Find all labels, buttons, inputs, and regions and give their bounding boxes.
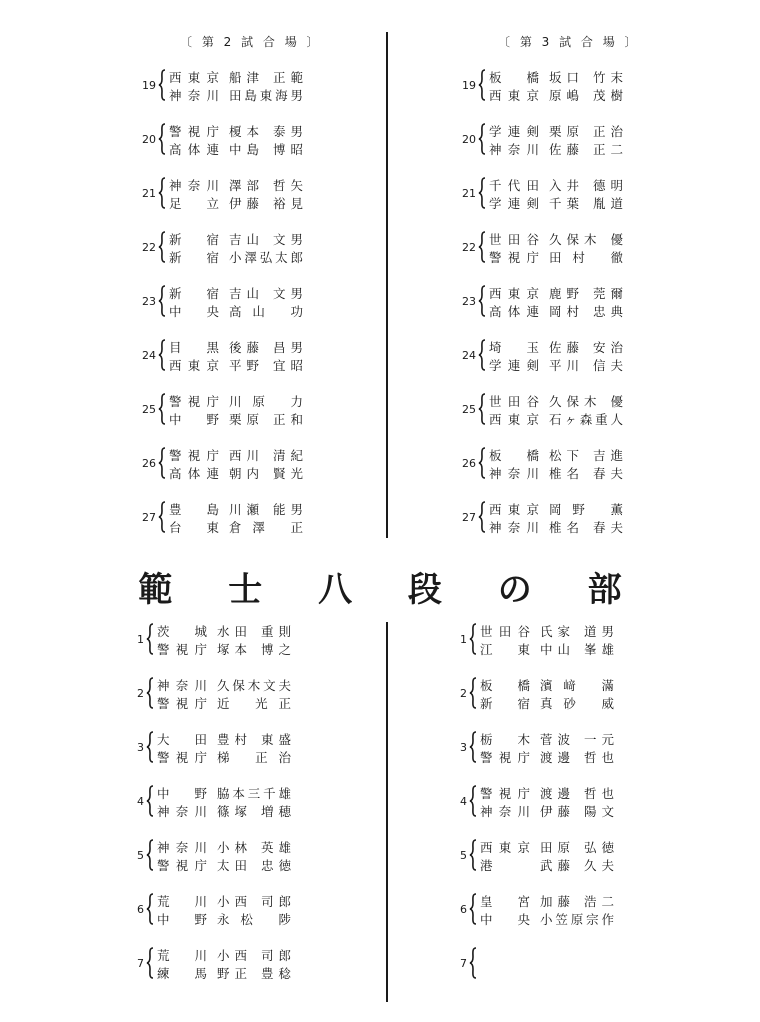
competitor-prefecture: 警視庁 (480, 750, 530, 765)
competitor-row (157, 911, 291, 928)
competitor-row (489, 501, 623, 518)
bout-number: 3 (460, 741, 467, 754)
competitor-prefecture: 栃 木 (480, 732, 530, 747)
competitor-name: 塚本 博之 (217, 642, 291, 657)
competitor-prefecture: 目 黒 (169, 340, 219, 355)
competitor-row (489, 285, 623, 302)
bout-entry (124, 839, 364, 875)
competitor-name: 豊村 東盛 (217, 732, 291, 747)
competitor-row (480, 947, 614, 964)
competitor-prefecture: 世田谷 (489, 394, 539, 409)
competitor-prefecture: 高体連 (169, 142, 219, 157)
competitor-row (169, 249, 303, 266)
competitor-row (169, 447, 303, 464)
bout-entry (136, 177, 376, 213)
competitor-row (480, 803, 614, 820)
competitor-prefecture: 世田谷 (480, 624, 530, 639)
competitor-name: 伊藤 裕見 (229, 196, 303, 211)
competitor-name: 椎名 春夫 (549, 520, 623, 535)
competitor-prefecture: 学連剣 (489, 124, 539, 139)
competitor-prefecture: 警視庁 (157, 858, 207, 873)
competitor-row (489, 249, 623, 266)
competitor-row (157, 623, 291, 640)
brace-icon (146, 731, 154, 763)
bout-entry (136, 231, 376, 267)
competitor-prefecture: 練 馬 (157, 966, 207, 981)
competitor-row (169, 195, 303, 212)
competitor-name: 太田 忠徳 (217, 858, 291, 873)
bout-entry (447, 893, 687, 929)
competitor-row (169, 465, 303, 482)
brace-icon (469, 893, 477, 925)
competitor-name: 椎名 春夫 (549, 466, 623, 481)
competitor-name: 田島東海男 (229, 88, 303, 103)
bout-entry (456, 339, 696, 375)
competitor-row (480, 839, 614, 856)
brace-icon (146, 893, 154, 925)
section-title: 範 士 八 段 の 部 (138, 570, 644, 610)
competitor-prefecture: 千代田 (489, 178, 539, 193)
competitor-prefecture: 中 野 (157, 912, 207, 927)
competitor-row (480, 677, 614, 694)
competitor-name: 千葉 胤道 (549, 196, 623, 211)
competitor-row (169, 339, 303, 356)
bout-number: 6 (137, 903, 144, 916)
bout-number: 19 (462, 79, 476, 92)
competitor-row (169, 285, 303, 302)
competitor-row (489, 447, 623, 464)
competitor-name: 中島 博昭 (229, 142, 303, 157)
competitor-row (157, 749, 291, 766)
competitor-prefecture: 中 央 (480, 912, 530, 927)
bout-number: 5 (137, 849, 144, 862)
competitor-name: 伊藤 陽文 (540, 804, 614, 819)
competitor-row (169, 231, 303, 248)
bout-number: 7 (460, 957, 467, 970)
competitor-name: 佐藤 安治 (549, 340, 623, 355)
brace-icon (469, 731, 477, 763)
competitor-row (480, 911, 614, 928)
bout-number: 5 (460, 849, 467, 862)
competitor-prefecture: 荒 川 (157, 948, 207, 963)
bout-entry (456, 69, 696, 105)
competitor-prefecture: 西東京 (489, 502, 539, 517)
competitor-prefecture: 西東京 (169, 358, 219, 373)
bout-entry (124, 893, 364, 929)
competitor-prefecture: 警視庁 (489, 250, 539, 265)
competitor-prefecture: 神奈川 (480, 804, 530, 819)
brace-icon (146, 623, 154, 655)
competitor-name: 小林 英雄 (217, 840, 291, 855)
brace-icon (469, 677, 477, 709)
competitor-prefecture: 高体連 (489, 304, 539, 319)
competitor-name: 小澤弘太郎 (229, 250, 303, 265)
competitor-row (480, 641, 614, 658)
bout-number: 4 (137, 795, 144, 808)
bout-entry (456, 285, 696, 321)
competitor-prefecture: 新 宿 (169, 250, 219, 265)
bout-number: 25 (462, 403, 476, 416)
bout-number: 26 (142, 457, 156, 470)
bout-entry (447, 839, 687, 875)
competitor-name: 吉山 文男 (229, 286, 303, 301)
competitor-row (480, 623, 614, 640)
competitor-prefecture: 神奈川 (169, 88, 219, 103)
bout-entry (136, 339, 376, 375)
competitor-name: 倉澤 正 (229, 520, 303, 535)
bout-number: 22 (462, 241, 476, 254)
competitor-row (157, 695, 291, 712)
bout-entry (124, 623, 364, 659)
competitor-name: 濱﨑 滿 (540, 678, 614, 693)
competitor-row (157, 839, 291, 856)
competitor-name: 小笠原宗作 (540, 912, 614, 927)
competitor-prefecture: 警視庁 (157, 642, 207, 657)
competitor-prefecture: 警視庁 (169, 448, 219, 463)
competitor-name: 入井 德明 (549, 178, 623, 193)
competitor-name: 渡邊 哲也 (540, 786, 614, 801)
bout-entry (456, 123, 696, 159)
competitor-row (157, 947, 291, 964)
competitor-name: 近 光正 (217, 696, 291, 711)
competitor-name: 真砂 威 (540, 696, 614, 711)
bout-number: 4 (460, 795, 467, 808)
bout-number: 6 (460, 903, 467, 916)
bout-number: 3 (137, 741, 144, 754)
brace-icon (158, 123, 166, 155)
competitor-prefecture: 学連剣 (489, 196, 539, 211)
competitor-name: 榎本 泰男 (229, 124, 303, 139)
bout-number: 23 (142, 295, 156, 308)
competitor-prefecture: 西東京 (489, 286, 539, 301)
bout-entry (447, 623, 687, 659)
competitor-row (169, 177, 303, 194)
competitor-prefecture: 世田谷 (489, 232, 539, 247)
competitor-name: 氏家 道男 (540, 624, 614, 639)
brace-icon (158, 231, 166, 263)
competitor-name: 平川 信夫 (549, 358, 623, 373)
competitor-name: 岡村 忠典 (549, 304, 623, 319)
bout-entry (136, 447, 376, 483)
competitor-name: 渡邊 哲也 (540, 750, 614, 765)
bout-entry (124, 947, 364, 983)
competitor-prefecture: 中 央 (169, 304, 219, 319)
competitor-name: 船津 正範 (229, 70, 303, 85)
competitor-name: 栗原 正治 (549, 124, 623, 139)
bout-number: 1 (137, 633, 144, 646)
competitor-row (489, 303, 623, 320)
brace-icon (478, 501, 486, 533)
competitor-row (157, 731, 291, 748)
bout-entry (136, 69, 376, 105)
brace-icon (146, 677, 154, 709)
competitor-prefecture: 荒 川 (157, 894, 207, 909)
competitor-name: 中山 峯雄 (540, 642, 614, 657)
competitor-row (489, 519, 623, 536)
competitor-row (169, 357, 303, 374)
competitor-prefecture: 皇 宮 (480, 894, 530, 909)
bout-number: 26 (462, 457, 476, 470)
competitor-name: 川瀬 能男 (229, 502, 303, 517)
competitor-prefecture: 茨 城 (157, 624, 207, 639)
competitor-row (489, 231, 623, 248)
bout-entry (456, 231, 696, 267)
competitor-row (169, 393, 303, 410)
competitor-row (489, 339, 623, 356)
bout-number: 1 (460, 633, 467, 646)
brace-icon (478, 177, 486, 209)
brace-icon (478, 69, 486, 101)
competitor-prefecture: 板 橋 (480, 678, 530, 693)
competitor-name: 田村 徹 (549, 250, 623, 265)
competitor-row (489, 357, 623, 374)
competitor-prefecture: 警視庁 (169, 124, 219, 139)
competitor-prefecture: 神奈川 (157, 804, 207, 819)
competitor-name: 永松 陟 (217, 912, 291, 927)
bout-entry (136, 285, 376, 321)
bout-number: 7 (137, 957, 144, 970)
bout-entry (456, 393, 696, 429)
competitor-prefecture: 新 宿 (169, 232, 219, 247)
bout-number: 19 (142, 79, 156, 92)
competitor-name: 脇本三千雄 (217, 786, 291, 801)
competitor-prefecture: 警視庁 (157, 750, 207, 765)
competitor-name: 久保木 優 (549, 394, 623, 409)
competitor-prefecture: 神奈川 (157, 840, 207, 855)
competitor-name: 武藤 久夫 (540, 858, 614, 873)
brace-icon (158, 285, 166, 317)
competitor-prefecture: 神奈川 (157, 678, 207, 693)
bout-number: 22 (142, 241, 156, 254)
bout-entry (447, 785, 687, 821)
competitor-name: 篠塚 増穂 (217, 804, 291, 819)
bout-entry (124, 731, 364, 767)
brace-icon (146, 947, 154, 979)
competitor-name: 岡野 薫 (549, 502, 623, 517)
competitor-row (169, 87, 303, 104)
bout-entry (124, 785, 364, 821)
competitor-row (489, 177, 623, 194)
bout-entry (447, 677, 687, 713)
column-divider-bottom (386, 622, 388, 1002)
competitor-row (157, 893, 291, 910)
competitor-row (480, 893, 614, 910)
bout-number: 27 (462, 511, 476, 524)
competitor-row (480, 731, 614, 748)
bout-entry (456, 501, 696, 537)
competitor-prefecture: 埼 玉 (489, 340, 539, 355)
competitor-row (489, 393, 623, 410)
brace-icon (478, 393, 486, 425)
competitor-name: 水田 重則 (217, 624, 291, 639)
column-divider-top (386, 32, 388, 538)
brace-icon (146, 785, 154, 817)
competitor-name: 澤部 哲矢 (229, 178, 303, 193)
bout-number: 20 (462, 133, 476, 146)
bout-number: 21 (142, 187, 156, 200)
competitor-prefecture: 新 宿 (169, 286, 219, 301)
competitor-row (480, 857, 614, 874)
bout-entry (136, 393, 376, 429)
competitor-prefecture: 中 野 (169, 412, 219, 427)
competitor-row (489, 123, 623, 140)
brace-icon (158, 69, 166, 101)
competitor-row (169, 141, 303, 158)
competitor-row (157, 641, 291, 658)
brace-icon (158, 447, 166, 479)
competitor-row (489, 465, 623, 482)
brace-icon (478, 231, 486, 263)
competitor-name: 吉山 文男 (229, 232, 303, 247)
competitor-name: 加藤 浩二 (540, 894, 614, 909)
competitor-name: 梯 正治 (217, 750, 291, 765)
competitor-name: 野正 豊稔 (217, 966, 291, 981)
competitor-row (169, 123, 303, 140)
competitor-name: 鹿野 莞爾 (549, 286, 623, 301)
brace-icon (158, 177, 166, 209)
competitor-row (489, 411, 623, 428)
brace-icon (158, 339, 166, 371)
competitor-prefecture: 西東京 (480, 840, 530, 855)
competitor-prefecture: 港 (480, 858, 493, 873)
competitor-prefecture: 神奈川 (169, 178, 219, 193)
competitor-prefecture: 警視庁 (157, 696, 207, 711)
competitor-name: 朝内 賢光 (229, 466, 303, 481)
bout-number: 25 (142, 403, 156, 416)
left-header: 〔 第 2 試 合 場 〕 (180, 35, 322, 49)
competitor-row (157, 965, 291, 982)
competitor-row (480, 695, 614, 712)
competitor-row (169, 69, 303, 86)
competitor-prefecture: 学連剣 (489, 358, 539, 373)
right-header: 〔 第 3 試 合 場 〕 (498, 35, 640, 49)
competitor-name: 坂口 竹末 (549, 70, 623, 85)
brace-icon (158, 393, 166, 425)
competitor-name: 後藤 昌男 (229, 340, 303, 355)
competitor-row (489, 141, 623, 158)
competitor-row (157, 857, 291, 874)
competitor-prefecture: 大 田 (157, 732, 207, 747)
brace-icon (469, 623, 477, 655)
brace-icon (469, 785, 477, 817)
competitor-row (169, 303, 303, 320)
competitor-name: 栗原 正和 (229, 412, 303, 427)
brace-icon (478, 339, 486, 371)
competitor-row (489, 69, 623, 86)
bout-number: 24 (142, 349, 156, 362)
bout-entry (456, 177, 696, 213)
bout-number: 2 (460, 687, 467, 700)
brace-icon (469, 839, 477, 871)
competitor-prefecture: 警視庁 (480, 786, 530, 801)
bout-number: 21 (462, 187, 476, 200)
competitor-prefecture: 警視庁 (169, 394, 219, 409)
competitor-row (480, 965, 614, 982)
competitor-name: 西川 清紀 (229, 448, 303, 463)
competitor-row (169, 519, 303, 536)
competitor-row (169, 501, 303, 518)
bout-number: 23 (462, 295, 476, 308)
competitor-prefecture: 神奈川 (489, 466, 539, 481)
competitor-name: 松下 吉進 (549, 448, 623, 463)
competitor-name: 久保木文夫 (217, 678, 291, 693)
competitor-prefecture: 台 東 (169, 520, 219, 535)
competitor-name: 原嶋 茂樹 (549, 88, 623, 103)
bout-number: 20 (142, 133, 156, 146)
bout-number: 24 (462, 349, 476, 362)
bout-entry (456, 447, 696, 483)
competitor-name: 石ヶ森重人 (549, 412, 623, 427)
competitor-row (157, 677, 291, 694)
brace-icon (478, 123, 486, 155)
competitor-prefecture: 西東京 (489, 88, 539, 103)
competitor-prefecture: 西東京 (169, 70, 219, 85)
brace-icon (469, 947, 477, 979)
bout-number: 27 (142, 511, 156, 524)
competitor-prefecture: 江 東 (480, 642, 530, 657)
competitor-row (157, 785, 291, 802)
competitor-row (480, 749, 614, 766)
competitor-name: 高山 功 (229, 304, 303, 319)
competitor-name: 小西 司郎 (217, 948, 291, 963)
bout-entry (136, 123, 376, 159)
bout-entry (447, 947, 687, 983)
competitor-name: 菅波 一元 (540, 732, 614, 747)
competitor-row (489, 87, 623, 104)
competitor-prefecture: 西東京 (489, 412, 539, 427)
bout-entry (124, 677, 364, 713)
competitor-row (489, 195, 623, 212)
competitor-name: 川原 力 (229, 394, 303, 409)
brace-icon (158, 501, 166, 533)
competitor-prefecture: 高体連 (169, 466, 219, 481)
competitor-row (157, 803, 291, 820)
competitor-name: 久保木 優 (549, 232, 623, 247)
bout-entry (136, 501, 376, 537)
competitor-row (480, 785, 614, 802)
competitor-prefecture: 新 宿 (480, 696, 530, 711)
competitor-name: 小西 司郎 (217, 894, 291, 909)
bout-entry (447, 731, 687, 767)
competitor-prefecture: 中 野 (157, 786, 207, 801)
competitor-name: 平野 宜昭 (229, 358, 303, 373)
competitor-prefecture: 板 橋 (489, 70, 539, 85)
competitor-prefecture: 豊 島 (169, 502, 219, 517)
competitor-name: 田原 弘徳 (540, 840, 614, 855)
competitor-row (169, 411, 303, 428)
competitor-prefecture: 神奈川 (489, 520, 539, 535)
competitor-prefecture: 板 橋 (489, 448, 539, 463)
competitor-prefecture: 足 立 (169, 196, 219, 211)
brace-icon (478, 447, 486, 479)
brace-icon (146, 839, 154, 871)
bout-number: 2 (137, 687, 144, 700)
competitor-name: 佐藤 正二 (549, 142, 623, 157)
competitor-prefecture: 神奈川 (489, 142, 539, 157)
brace-icon (478, 285, 486, 317)
